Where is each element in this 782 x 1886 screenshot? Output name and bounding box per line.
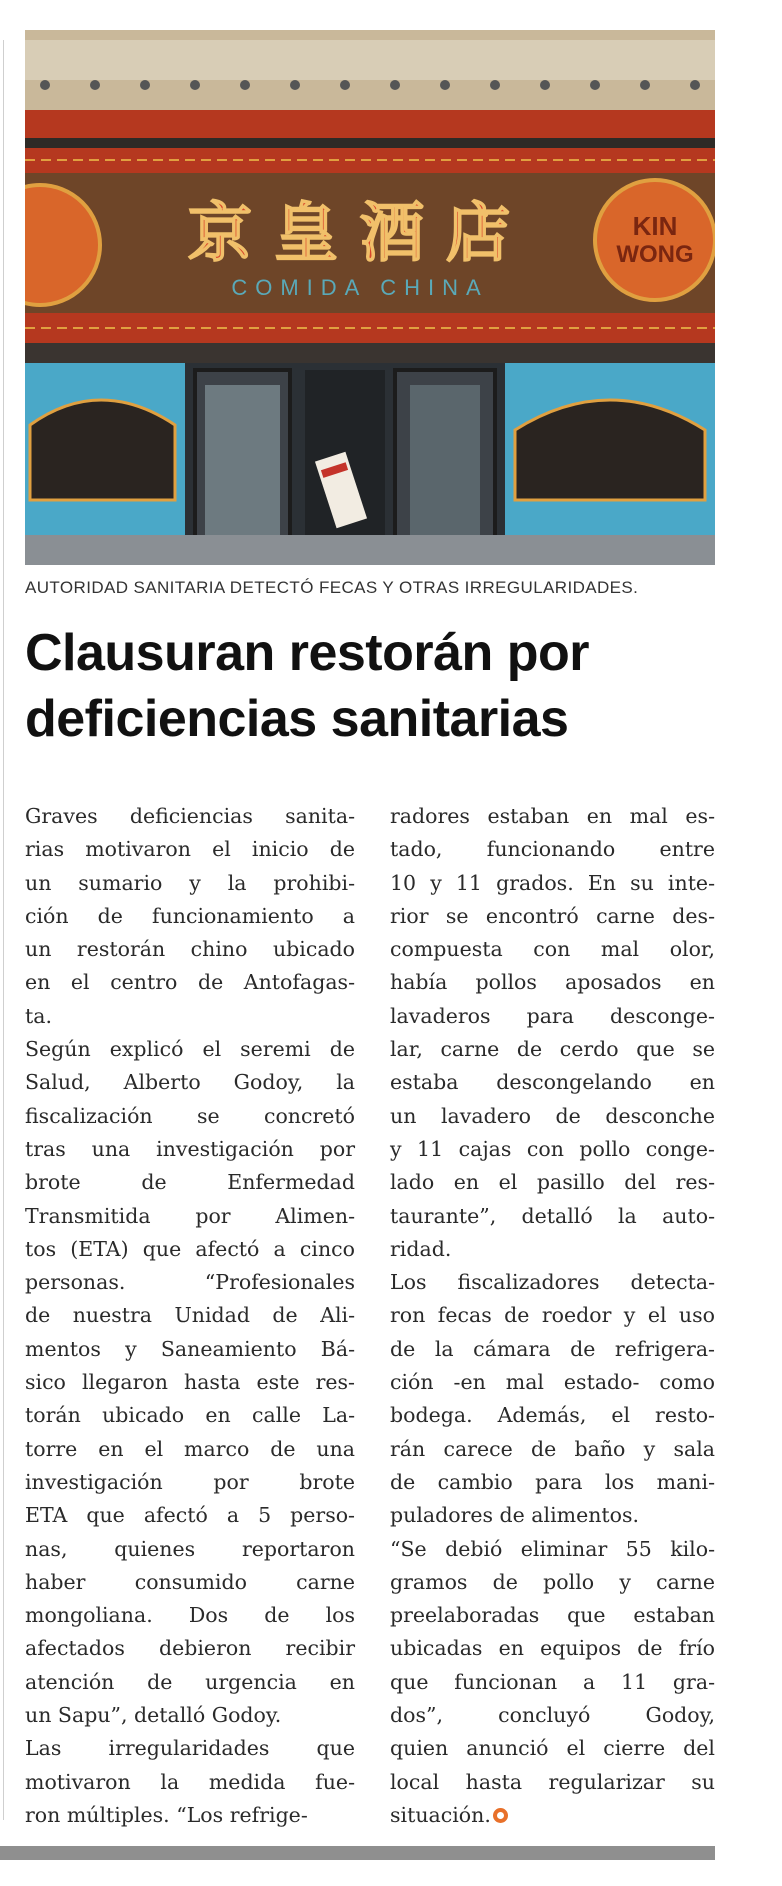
article-line: ETA que afectó a 5 perso- (25, 1503, 355, 1528)
restaurant-photo (25, 30, 715, 565)
article-line: Los fiscalizadores detecta- (390, 1270, 715, 1295)
article-line: brote de Enfermedad (25, 1170, 355, 1195)
article-line: afectados debieron recibir (25, 1636, 355, 1661)
article-line: haber consumido carne (25, 1569, 355, 1594)
article-line: un Sapu”, detalló Godoy. (25, 1703, 282, 1728)
article-line: tos (ETA) que afectó a cinco (25, 1236, 355, 1261)
article-line: atención de urgencia en (25, 1669, 355, 1694)
badge-line-1: KIN (632, 211, 678, 241)
article-line: bodega. Además, el resto- (390, 1403, 715, 1428)
article-line: estaba descongelando en (390, 1070, 715, 1095)
article-line: Transmitida por Alimen- (25, 1203, 355, 1228)
article-column-left (25, 800, 355, 1832)
article-line: de cambio para los mani- (390, 1469, 715, 1494)
article-line: ción -en mal estado- como (390, 1370, 715, 1395)
sign-chinese: 京皇酒店 (188, 197, 532, 271)
article-line: Según explicó el seremi de (25, 1037, 355, 1062)
article-line: investigación por brote (25, 1469, 355, 1494)
article-line: quien anunció el cierre del (390, 1736, 715, 1761)
article-line: un restorán chino ubicado (25, 937, 355, 962)
article-line: tras una investigación por (25, 1136, 355, 1161)
article-line: rias motivaron el inicio de (25, 837, 355, 862)
article-line: 10 y 11 grados. En su inte- (390, 870, 715, 895)
sign-subtitle: COMIDA CHINA (231, 275, 489, 300)
article-line: lado en el pasillo del res- (390, 1170, 715, 1195)
article-line: ron múltiples. “Los refrige- (25, 1802, 308, 1827)
article-line: en el centro de Antofagas- (25, 970, 355, 995)
article-line: lar, carne de cerdo que se (390, 1037, 715, 1062)
article-line: un sumario y la prohibi- (25, 870, 355, 895)
article-line: puladores de alimentos. (390, 1503, 640, 1528)
article-line: ubicadas en equipos de frío (390, 1636, 715, 1661)
article-line: personas. “Profesionales (25, 1270, 355, 1295)
article-line: de nuestra Unidad de Ali- (25, 1303, 355, 1328)
article-line: “Se debió eliminar 55 kilo- (390, 1536, 715, 1561)
article-line: motivaron la medida fue- (25, 1769, 355, 1794)
article-line: sico llegaron hasta este res- (25, 1370, 355, 1395)
article-line: Graves deficiencias sanita- (25, 804, 355, 828)
article-column-right (390, 800, 715, 1832)
footer-rule (0, 1846, 715, 1860)
article-line: torre en el marco de una (25, 1436, 355, 1461)
article-line: que funcionan a 11 gra- (390, 1669, 715, 1694)
article-line: torán ubicado en calle La- (25, 1403, 355, 1428)
article-line: gramos de pollo y carne (390, 1569, 715, 1594)
article-line: ción de funcionamiento a (25, 903, 355, 928)
article-line: rán carece de baño y sala (390, 1436, 715, 1461)
article-line: había pollos aposados en (390, 970, 715, 995)
article-line: taurante”, detalló la auto- (390, 1203, 715, 1228)
article-line: ta. (25, 1003, 52, 1028)
article-line: nas, quienes reportaron (25, 1536, 355, 1561)
article-line: rior se encontró carne des- (390, 903, 715, 928)
article-line: ridad. (390, 1236, 452, 1261)
article-line: compuesta con mal olor, (390, 937, 715, 962)
article-line: dos”, concluyó Godoy, (390, 1703, 715, 1728)
article-line: situación. (390, 1799, 715, 1832)
article-line: tado, funcionando entre (390, 837, 715, 862)
column-rule (3, 40, 4, 1820)
headline-line-1: Clausuran restorán por (25, 624, 590, 682)
article-line: local hasta regularizar su (390, 1769, 715, 1794)
article-line: mentos y Saneamiento Bá- (25, 1336, 355, 1361)
article-line: lavaderos para desconge- (390, 1003, 715, 1028)
article-line: ron fecas de roedor y el uso (390, 1303, 715, 1328)
article-line: fiscalización se concretó (25, 1103, 355, 1128)
article-line: mongoliana. Dos de los (25, 1603, 355, 1628)
article-line: preelaboradas que estaban (390, 1603, 715, 1628)
headline-line-2: deficiencias sanitarias (25, 690, 569, 748)
article-line: y 11 cajas con pollo conge- (390, 1136, 715, 1161)
end-of-article-icon (493, 1808, 508, 1823)
photo-caption: AUTORIDAD SANITARIA DETECTÓ FECAS Y OTRAS IRREGULARIDADES. (25, 578, 639, 597)
badge-line-2: WONG (616, 241, 694, 268)
article-line: de la cámara de refrigera- (390, 1336, 715, 1361)
headline (25, 620, 745, 752)
article-line: un lavadero de desconche (390, 1103, 715, 1128)
article-line: radores estaban en mal es- (390, 804, 715, 828)
article-line: Las irregularidades que (25, 1736, 355, 1761)
article-line: Salud, Alberto Godoy, la (25, 1070, 355, 1095)
